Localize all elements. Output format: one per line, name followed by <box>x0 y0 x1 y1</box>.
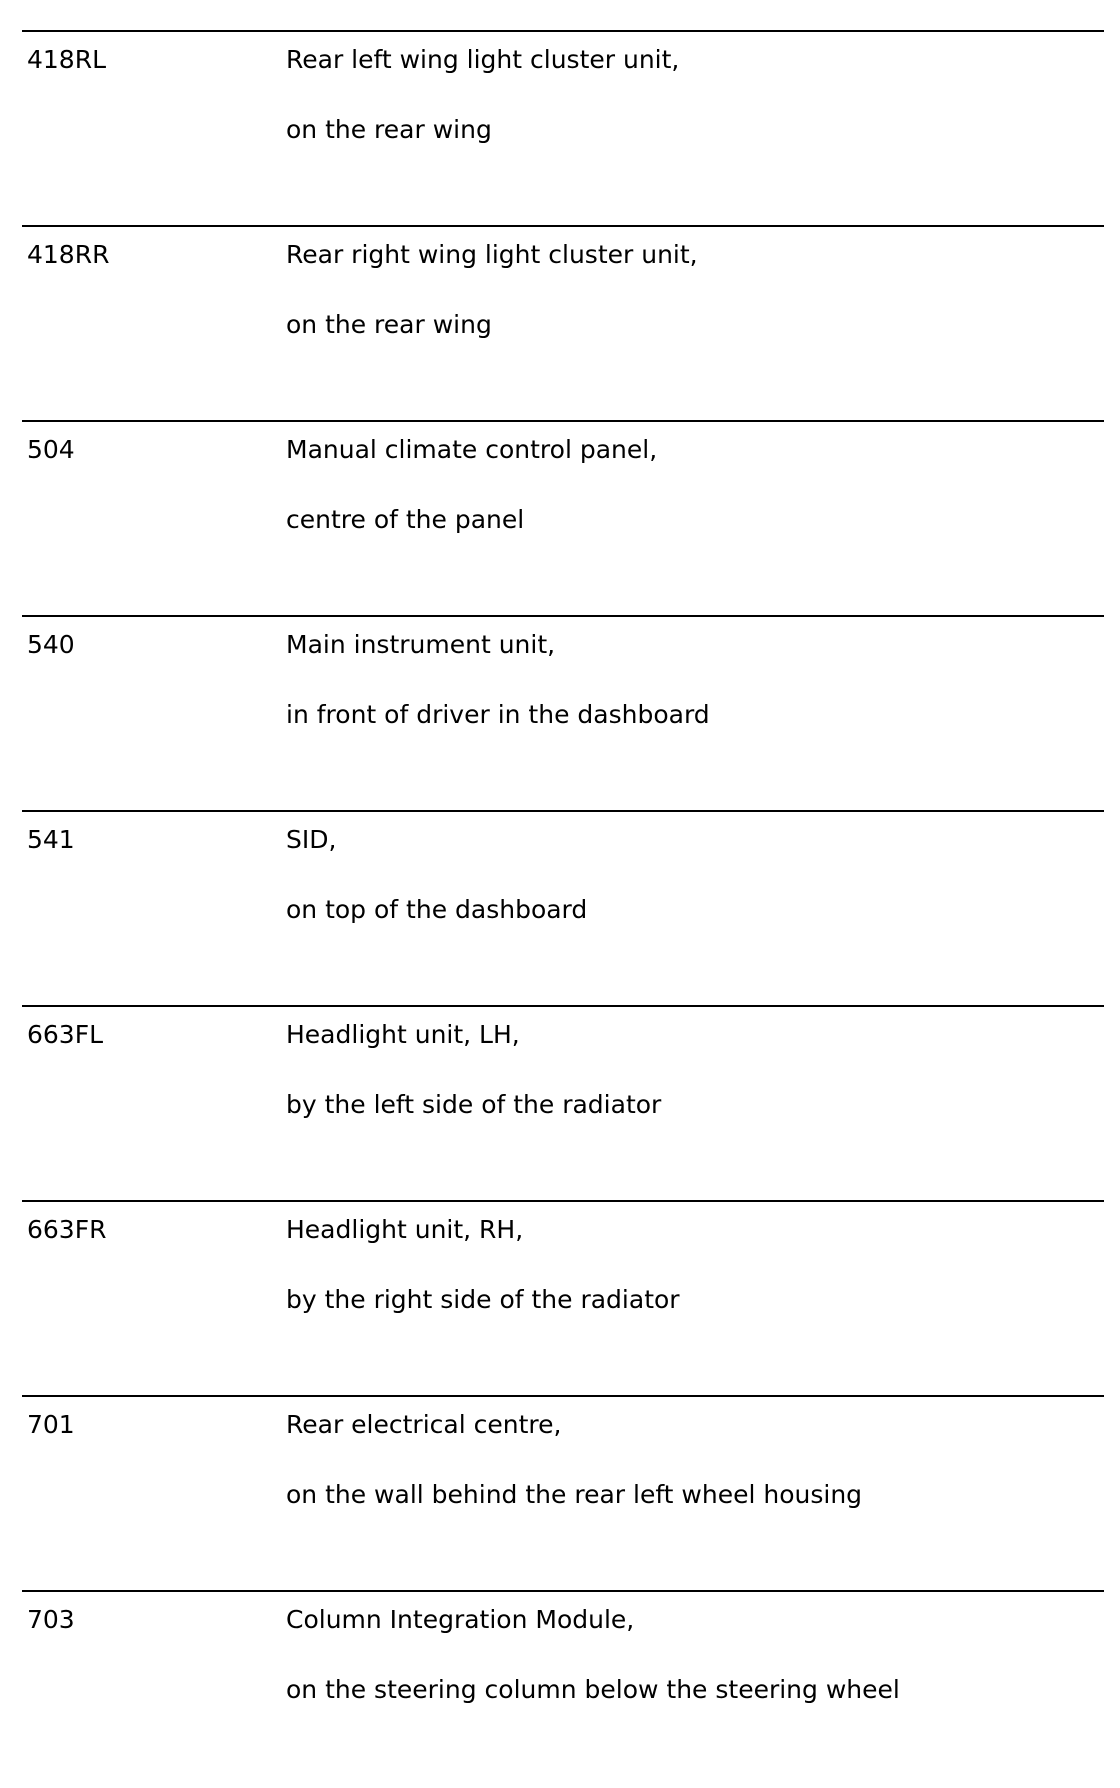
component-name: Rear left wing light cluster unit, <box>286 45 680 74</box>
component-name: Rear right wing light cluster unit, <box>286 240 698 269</box>
table-row <box>22 1005 1104 1200</box>
component-location: on the steering column below the steering wheel <box>286 1675 900 1704</box>
component-location: centre of the panel <box>286 505 525 534</box>
component-code: 504 <box>27 435 75 464</box>
table-row <box>22 420 1104 615</box>
table-row <box>22 1590 1104 1785</box>
component-location: by the left side of the radiator <box>286 1090 662 1119</box>
component-code: 418RR <box>27 240 110 269</box>
component-code: 701 <box>27 1410 75 1439</box>
table-row <box>22 225 1104 420</box>
component-code: 663FL <box>27 1020 104 1049</box>
component-location: on the rear wing <box>286 115 492 144</box>
component-name: Rear electrical centre, <box>286 1410 562 1439</box>
component-name: SID, <box>286 825 337 854</box>
component-location: by the right side of the radiator <box>286 1285 680 1314</box>
component-name: Headlight unit, RH, <box>286 1215 524 1244</box>
component-name: Headlight unit, LH, <box>286 1020 520 1049</box>
component-name: Main instrument unit, <box>286 630 556 659</box>
component-location: on top of the dashboard <box>286 895 588 924</box>
component-code: 418RL <box>27 45 107 74</box>
component-location: on the wall behind the rear left wheel housing <box>286 1480 863 1509</box>
component-code: 540 <box>27 630 75 659</box>
component-location: in front of driver in the dashboard <box>286 700 710 729</box>
table-row <box>22 1395 1104 1590</box>
component-name: Column Integration Module, <box>286 1605 635 1634</box>
table-row <box>22 1200 1104 1395</box>
table-row <box>22 615 1104 810</box>
component-code: 663FR <box>27 1215 107 1244</box>
component-code: 703 <box>27 1605 75 1634</box>
component-table <box>22 30 1104 1785</box>
table-row <box>22 810 1104 1005</box>
component-code: 541 <box>27 825 75 854</box>
component-name: Manual climate control panel, <box>286 435 658 464</box>
table-row <box>22 30 1104 225</box>
component-location: on the rear wing <box>286 310 492 339</box>
